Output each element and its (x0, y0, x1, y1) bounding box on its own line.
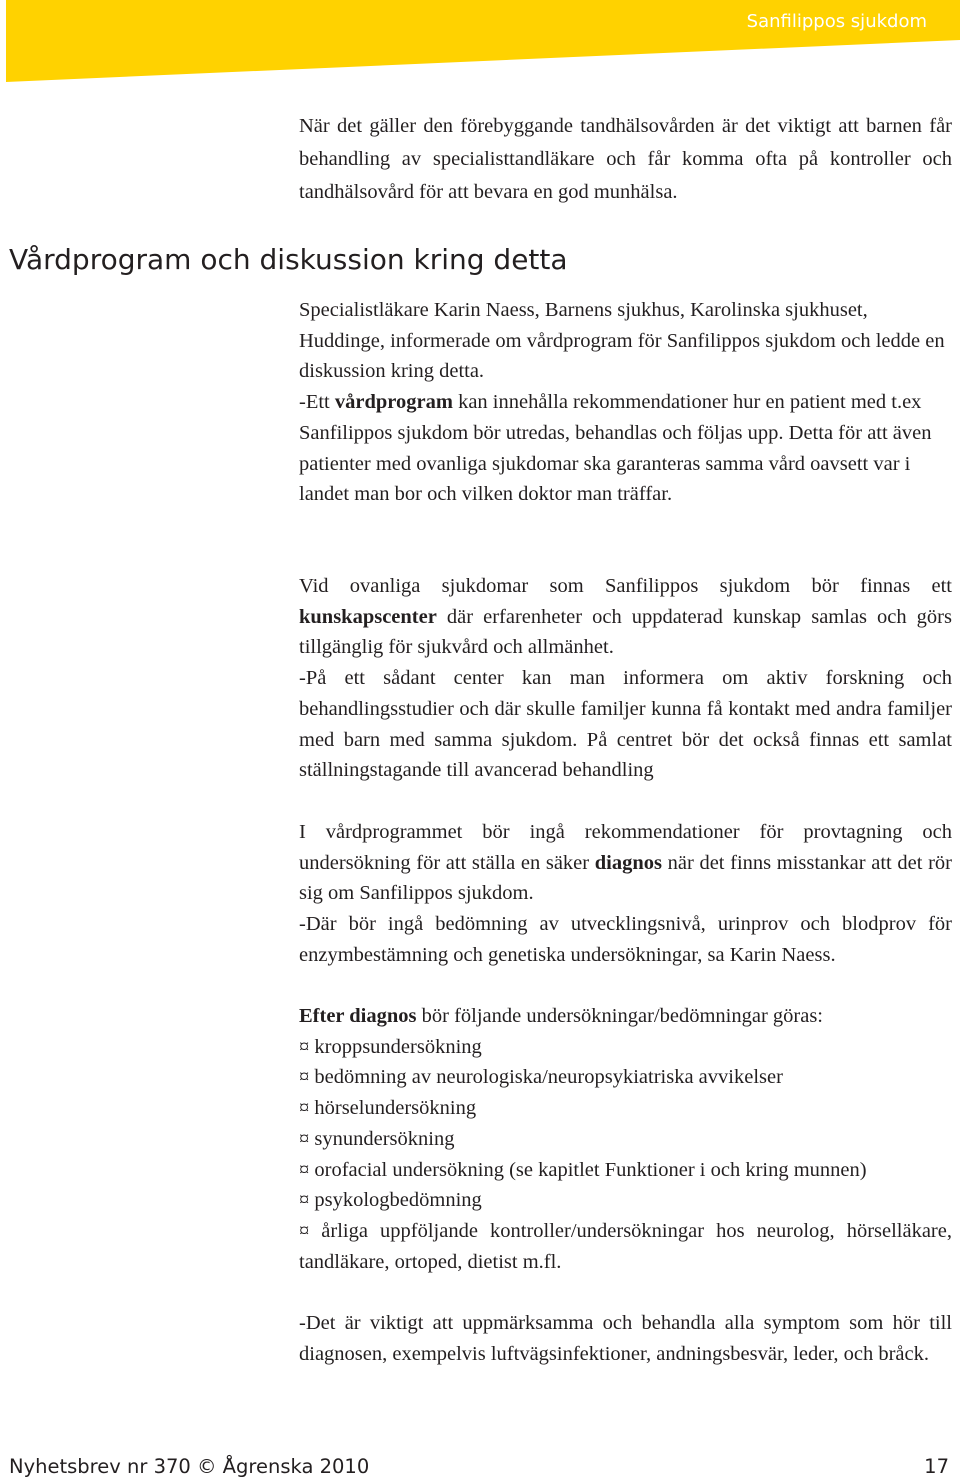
text-run: Vid ovanliga sjukdomar som Sanfilippos sjukdom bör finnas ett (299, 575, 952, 597)
bold-term-care-program: vårdprogram (334, 391, 453, 414)
list-item: ¤ kroppsundersökning (299, 1035, 482, 1058)
list-item: ¤ bedömning av neurologiska/neuropsykiatriska avvikelser (299, 1066, 783, 1089)
intro-text: När det gäller den förebyggande tandhälsovården är det viktigt att barnen får behandling av specialisttandläkare och får komma ofta på kontroller och tandhälsovård för att bevara en god munhälsa. (299, 115, 952, 203)
paragraph-symptoms: -Det är viktigt att uppmärksamma och behandla alla symptom som hör till diagnosen, exempelvis luftvägsinfektioner, andningsbesvär, leder, och bråck. (299, 1312, 952, 1365)
paragraph-knowledge-center (299, 571, 952, 663)
list-item: ¤ psykologbedömning (299, 1189, 482, 1212)
section-heading: Vårdprogram och diskussion kring detta (9, 243, 568, 276)
list-item: ¤ synundersökning (299, 1127, 455, 1150)
text-run: kan innehålla rekommendationer hur en patient med t.ex Sanfilippos sjukdom bör utredas, behandlas och följas upp. Detta för att även patienter med ovanliga sjukdomar ska garanteras samma vård oavsett var i landet man bor och vilken doktor man träffar. (299, 391, 932, 506)
paragraph-diagnosis (299, 817, 952, 909)
care-program-block (299, 295, 952, 510)
paragraph-care-program (299, 387, 952, 510)
text-run: när det finns misstankar att det rör sig om Sanfilippos sjukdom. (299, 851, 952, 905)
knowledge-center-block (299, 571, 952, 786)
symptoms-block (299, 1308, 952, 1369)
list-item: ¤ årliga uppföljande kontroller/undersökningar hos neurolog, hörselläkare, tandläkare, ortoped, dietist m.fl. (299, 1219, 952, 1273)
list-item: ¤ orofacial undersökning (se kapitlet Funktioner i och kring munnen) (299, 1158, 867, 1181)
text-run: bör följande undersökningar/bedömningar göras: (416, 1005, 823, 1027)
paragraph-after-diagnosis (299, 1001, 952, 1032)
bold-term-knowledge-center: kunskapscenter (299, 605, 437, 628)
paragraph-specialist: Specialistläkare Karin Naess, Barnens sjukhus, Karolinska sjukhuset, Huddinge, informerade om vårdprogram för Sanfilippos sjukdom och ledde en diskussion kring detta. (299, 299, 945, 383)
intro-paragraph (299, 110, 952, 209)
text-run: -Ett (299, 391, 335, 414)
paragraph-assessment: -Där bör ingå bedömning av utvecklingsnivå, urinprov och blodprov för enzymbestämning och genetiska undersökningar, sa Karin Naess. (299, 913, 952, 966)
list-item: ¤ hörselundersökning (299, 1097, 477, 1120)
text-run: där erfarenheter och uppdaterad kunskap samlas och görs tillgänglig för sjukvård och allmänhet. (299, 605, 952, 659)
page-number: 17 (924, 1455, 949, 1478)
diagnosis-block (299, 817, 952, 971)
after-diagnosis-block (299, 1001, 952, 1277)
running-header-title: Sanfilippos sjukdom (746, 11, 927, 32)
footer-newsletter: Nyhetsbrev nr 370 © Ågrenska 2010 (9, 1455, 370, 1478)
text-run: I vårdprogrammet bör ingå rekommendationer för provtagning och undersökning för att ställa en säker (299, 821, 952, 874)
examination-list (299, 1032, 952, 1278)
bold-term-after-diagnosis: Efter diagnos (299, 1005, 417, 1027)
bold-term-diagnosis: diagnos (594, 851, 662, 874)
paragraph-center-info: -På ett sådant center kan man informera om aktiv forskning och behandlingsstudier och där skulle familjer kunna få kontakt med andra familjer med barn med samma sjukdom. På centret bör det också finnas ett samlat ställningstagande till avancerad behandling (299, 667, 952, 782)
